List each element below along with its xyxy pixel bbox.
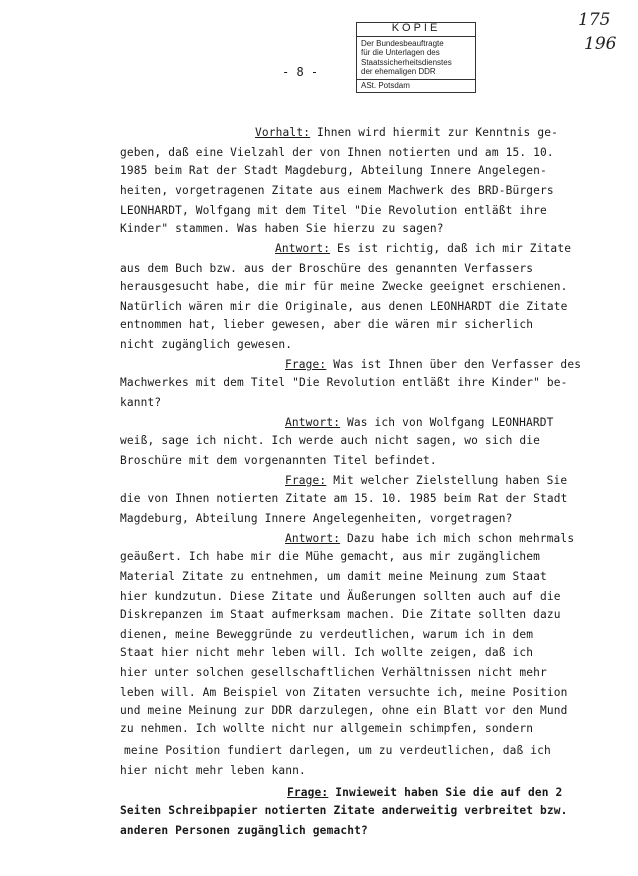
question-answer-line	[285, 358, 581, 372]
text-line	[120, 222, 444, 236]
line-text: heiten, vorgetragenen Zitate aus einem Machwerk des BRD-Bürgers	[120, 184, 554, 197]
text-line	[120, 434, 540, 448]
text-line	[120, 686, 568, 700]
line-text: Diskrepanzen im Staat aufmerksam machen. Die Zitate sollten dazu	[120, 608, 561, 621]
text-line	[120, 666, 547, 680]
text-line	[120, 454, 437, 468]
text-line	[120, 204, 547, 218]
line-text: Es ist richtig, daß ich mir Zitate	[330, 242, 572, 255]
line-text: 1985 beim Rat der Stadt Magdeburg, Abteilung Innere Angelegen-	[120, 164, 547, 177]
text-line	[120, 608, 561, 622]
line-text: nicht zugänglich gewesen.	[120, 338, 293, 351]
line-text: Material Zitate zu entnehmen, um damit meine Meinung zum Staat	[120, 570, 547, 583]
speaker-label: Antwort:	[275, 242, 331, 255]
text-line	[120, 570, 547, 584]
line-text: geäußert. Ich habe mir die Mühe gemacht, aus mir zugänglichem	[120, 550, 541, 563]
line-text: Mit welcher Zielstellung haben Sie	[326, 474, 568, 487]
speaker-label: Vorhalt:	[255, 126, 311, 139]
text-line	[124, 744, 551, 758]
text-line	[120, 164, 547, 178]
text-line	[120, 646, 533, 660]
text-line	[120, 318, 533, 332]
line-text: geben, daß eine Vielzahl der von Ihnen notierten und am 15. 10.	[120, 146, 554, 159]
text-line	[120, 492, 568, 506]
line-text: herausgesucht habe, die mir für meine Zwecke geeignet erschienen.	[120, 280, 568, 293]
line-text: hier unter solchen gesellschaftlichen Verhältnissen nicht mehr	[120, 666, 547, 679]
line-text: Was ich von Wolfgang LEONHARDT	[340, 416, 554, 429]
line-text: Staat hier nicht mehr leben will. Ich wollte zeigen, daß ich	[120, 646, 534, 659]
text-line	[120, 184, 554, 198]
text-line	[120, 704, 568, 718]
text-line	[120, 280, 568, 294]
line-text: Was ist Ihnen über den Verfasser des	[326, 358, 582, 371]
text-line	[120, 722, 533, 736]
archive-stamp	[356, 22, 476, 93]
speaker-label: Frage:	[287, 786, 329, 799]
text-line	[120, 764, 306, 778]
line-text: Ihnen wird hiermit zur Kenntnis ge-	[310, 126, 558, 139]
line-text: kannt?	[120, 396, 162, 409]
question-answer-line	[285, 474, 567, 488]
stamp-footer: ASt. Potsdam	[361, 80, 410, 90]
question-answer-line	[285, 416, 554, 430]
stamp-line: für die Unterlagen des	[361, 48, 440, 57]
text-line	[120, 396, 161, 410]
line-text: entnommen hat, lieber gewesen, aber die wären mir sicherlich	[120, 318, 534, 331]
line-text: hier nicht mehr leben kann.	[120, 764, 306, 777]
speaker-label: Antwort:	[285, 416, 341, 429]
line-text: anderen Personen zugänglich gemacht?	[120, 824, 368, 837]
stamp-line: Staatssicherheitsdienstes	[361, 57, 452, 67]
text-line	[120, 824, 368, 838]
stamp-body	[357, 37, 475, 80]
line-text: Kinder" stammen. Was haben Sie hierzu zu sagen?	[120, 222, 444, 235]
line-text: und meine Meinung zur DDR darzulegen, ohne ein Blatt vor den Mund	[120, 704, 568, 717]
text-line	[120, 512, 512, 526]
text-line	[120, 262, 533, 276]
line-text: weiß, sage ich nicht. Ich werde auch nicht sagen, wo sich die	[120, 434, 541, 447]
line-text: Dazu habe ich mich schon mehrmals	[340, 532, 575, 545]
line-text: Broschüre mit dem vorgenannten Titel befindet.	[120, 454, 437, 467]
line-text: Seiten Schreibpapier notierten Zitate anderweitig verbreitet bzw.	[120, 804, 568, 817]
text-line	[120, 628, 533, 642]
line-text: zu nehmen. Ich wollte nicht nur allgemein schimpfen, sondern	[120, 722, 534, 735]
line-text: Magdeburg, Abteilung Innere Angelegenheiten, vorgetragen?	[120, 512, 513, 525]
text-line	[120, 338, 292, 352]
speaker-label: Frage:	[285, 358, 327, 371]
question-answer-line	[275, 242, 571, 256]
speaker-label: Frage:	[285, 474, 327, 487]
text-line	[120, 146, 554, 160]
line-text: dienen, meine Beweggründe zu verdeutlichen, warum ich in dem	[120, 628, 534, 641]
line-text: leben will. Am Beispiel von Zitaten versuchte ich, meine Position	[120, 686, 568, 699]
handwritten-page-number: 175	[578, 10, 611, 30]
stamp-line: Der Bundesbeauftragte	[361, 38, 444, 48]
stamp-heading: KOPIE	[357, 23, 475, 37]
text-line	[120, 550, 540, 564]
text-line	[120, 590, 561, 604]
question-answer-line	[285, 532, 574, 546]
line-text: meine Position fundiert darlegen, um zu verdeutlichen, daß ich	[124, 744, 551, 757]
text-line	[120, 300, 568, 314]
line-text: Machwerkes mit dem Titel "Die Revolution entläßt ihre Kinder" be-	[120, 376, 568, 389]
line-text: Inwieweit haben Sie die auf den 2	[328, 786, 563, 799]
line-text: die von Ihnen notierten Zitate am 15. 10. 1985 beim Rat der Stadt	[120, 492, 568, 505]
handwritten-page-number-secondary: 196	[584, 34, 617, 54]
line-text: aus dem Buch bzw. aus der Broschüre des genannten Verfassers	[120, 262, 534, 275]
text-line	[120, 804, 568, 818]
speaker-label: Antwort:	[285, 532, 341, 545]
question-answer-line	[287, 786, 562, 800]
line-text: Natürlich wären mir die Originale, aus denen LEONHARDT die Zitate	[120, 300, 568, 313]
line-text: hier kundzutun. Diese Zitate und Äußerungen sollten auch auf die	[120, 590, 561, 603]
line-text: LEONHARDT, Wolfgang mit dem Titel "Die Revolution entläßt ihre	[120, 204, 547, 217]
text-line	[120, 376, 568, 390]
page-number: - 8 -	[282, 65, 319, 79]
question-answer-line	[255, 126, 558, 140]
stamp-line: der ehemaligen DDR	[361, 67, 436, 76]
